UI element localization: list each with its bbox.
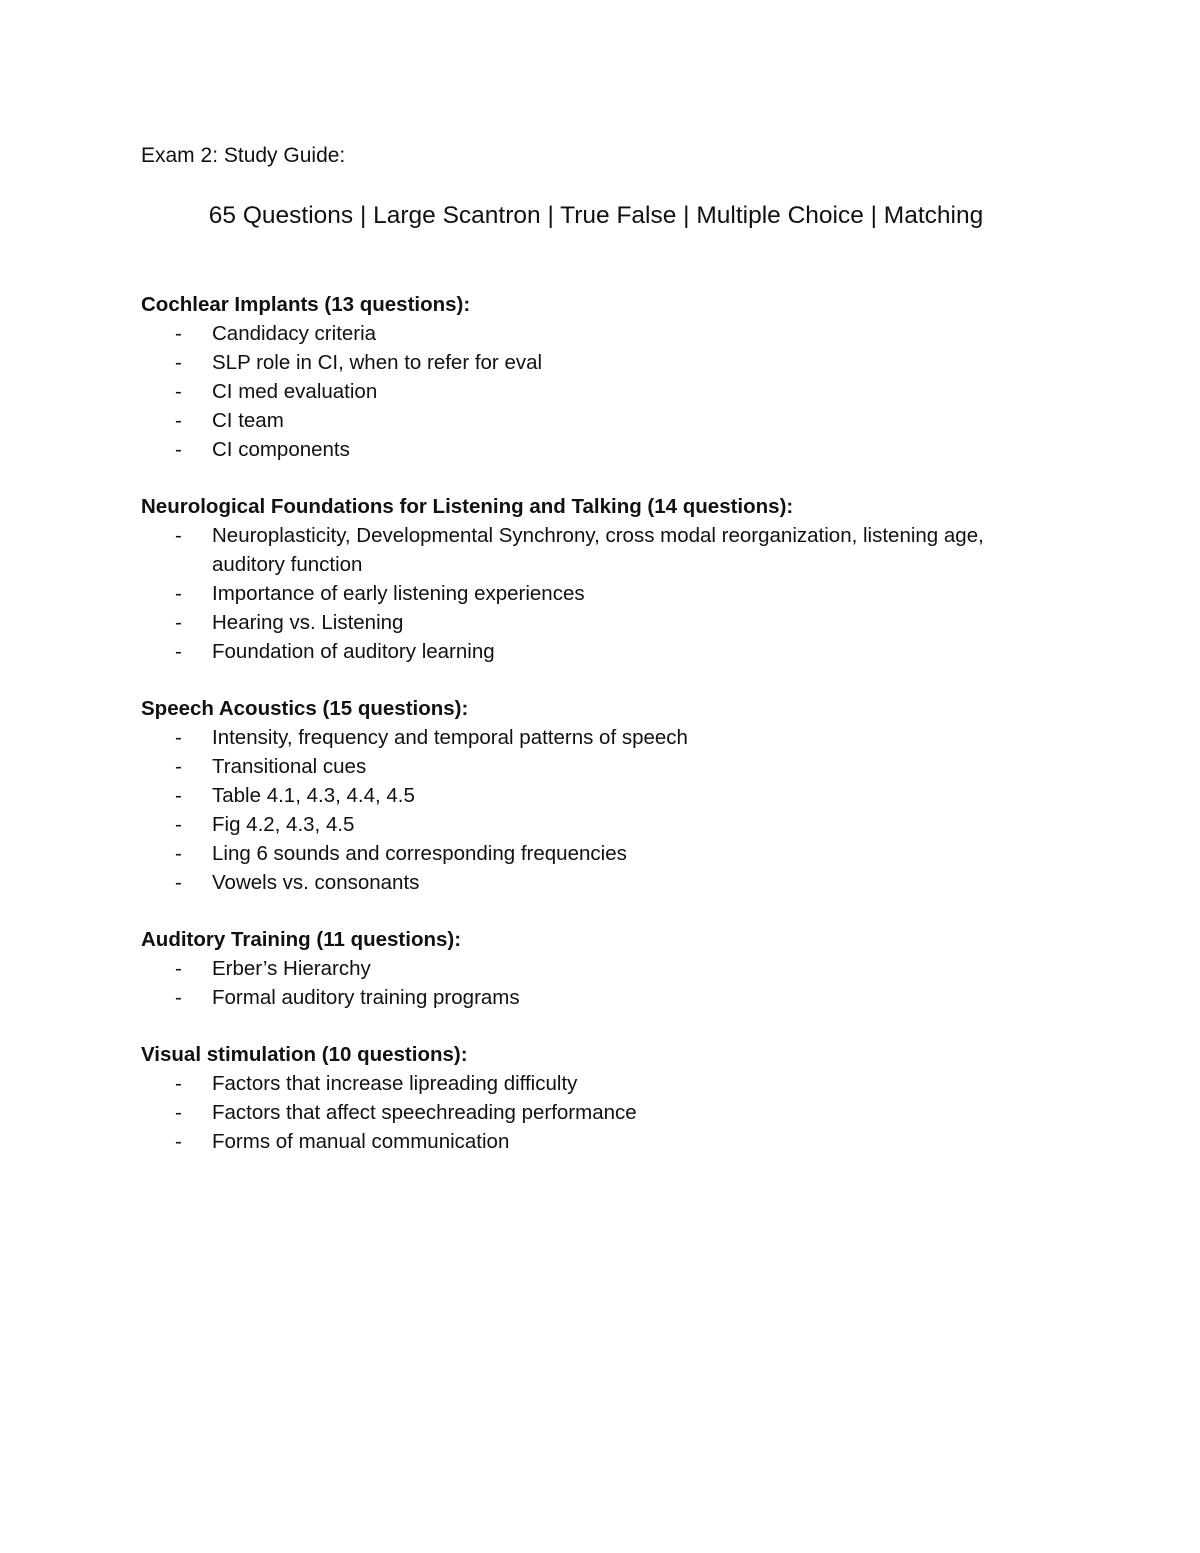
dash-bullet: - <box>175 784 182 807</box>
topic-section <box>141 1040 1041 1156</box>
topic-list <box>141 319 1041 464</box>
list-item <box>141 723 1041 752</box>
dash-bullet: - <box>175 409 182 432</box>
list-item <box>141 348 1041 377</box>
dash-bullet: - <box>175 1101 182 1124</box>
list-item-text: Table 4.1, 4.3, 4.4, 4.5 <box>212 784 415 807</box>
topic-list <box>141 521 1041 666</box>
dash-bullet: - <box>175 957 182 980</box>
dash-bullet: - <box>175 842 182 865</box>
dash-bullet: - <box>175 351 182 374</box>
list-item-text: Factors that increase lipreading difficulty <box>212 1072 578 1095</box>
list-item <box>141 1127 1041 1156</box>
list-item-text: Hearing vs. Listening <box>212 611 404 634</box>
section-heading: Neurological Foundations for Listening and Talking (14 questions): <box>141 495 794 518</box>
list-item <box>141 983 1041 1012</box>
list-item <box>141 752 1041 781</box>
list-item <box>141 435 1041 464</box>
dash-bullet: - <box>175 640 182 663</box>
list-item <box>141 579 1041 608</box>
list-item <box>141 1069 1041 1098</box>
list-item <box>141 319 1041 348</box>
list-item-text: Candidacy criteria <box>212 322 377 345</box>
dash-bullet: - <box>175 871 182 894</box>
list-item <box>141 839 1041 868</box>
list-item <box>141 608 1041 637</box>
list-item <box>141 521 1041 579</box>
list-item-text: Erber’s Hierarchy <box>212 957 371 980</box>
exam-format-summary: 65 Questions | Large Scantron | True False | Multiple Choice | Matching <box>208 202 984 229</box>
list-item-text: Forms of manual communication <box>212 1130 510 1153</box>
list-item-text: Fig 4.2, 4.3, 4.5 <box>212 813 355 836</box>
list-item-text: Neuroplasticity, Developmental Synchrony, cross modal reorganization, listening age, auditory function <box>212 524 984 576</box>
list-item <box>141 781 1041 810</box>
section-heading: Visual stimulation (10 questions): <box>141 1043 468 1066</box>
dash-bullet: - <box>175 1130 182 1153</box>
list-item <box>141 637 1041 666</box>
dash-bullet: - <box>175 1072 182 1095</box>
list-item <box>141 1098 1041 1127</box>
dash-bullet: - <box>175 380 182 403</box>
dash-bullet: - <box>175 755 182 778</box>
dash-bullet: - <box>175 813 182 836</box>
dash-bullet: - <box>175 726 182 749</box>
list-item <box>141 954 1041 983</box>
topic-section <box>141 492 1041 666</box>
list-item-text: CI team <box>212 409 284 432</box>
list-item-text: CI med evaluation <box>212 380 378 403</box>
topic-list <box>141 723 1041 897</box>
topic-section <box>141 290 1041 464</box>
list-item-text: Intensity, frequency and temporal patterns of speech <box>212 726 688 749</box>
list-item <box>141 406 1041 435</box>
list-item-text: Foundation of auditory learning <box>212 640 495 663</box>
list-item <box>141 377 1041 406</box>
topic-list <box>141 1069 1041 1156</box>
list-item <box>141 868 1041 897</box>
list-item-text: Formal auditory training programs <box>212 986 520 1009</box>
document-title: Exam 2: Study Guide: <box>141 144 346 167</box>
list-item-text: Transitional cues <box>212 755 367 778</box>
dash-bullet: - <box>175 582 182 605</box>
topic-section <box>141 694 1041 897</box>
list-item-text: SLP role in CI, when to refer for eval <box>212 351 543 374</box>
topic-list <box>141 954 1041 1012</box>
list-item-text: Factors that affect speechreading performance <box>212 1101 637 1124</box>
dash-bullet: - <box>175 611 182 634</box>
list-item-text: Vowels vs. consonants <box>212 871 420 894</box>
dash-bullet: - <box>175 986 182 1009</box>
list-item-text: Ling 6 sounds and corresponding frequencies <box>212 842 627 865</box>
list-item-text: Importance of early listening experiences <box>212 582 585 605</box>
list-item-text: CI components <box>212 438 350 461</box>
topic-sections <box>141 290 1041 1184</box>
dash-bullet: - <box>175 524 182 547</box>
list-item <box>141 810 1041 839</box>
section-heading: Cochlear Implants (13 questions): <box>141 293 471 316</box>
section-heading: Auditory Training (11 questions): <box>141 928 462 951</box>
dash-bullet: - <box>175 322 182 345</box>
dash-bullet: - <box>175 438 182 461</box>
topic-section <box>141 925 1041 1012</box>
section-heading: Speech Acoustics (15 questions): <box>141 697 469 720</box>
